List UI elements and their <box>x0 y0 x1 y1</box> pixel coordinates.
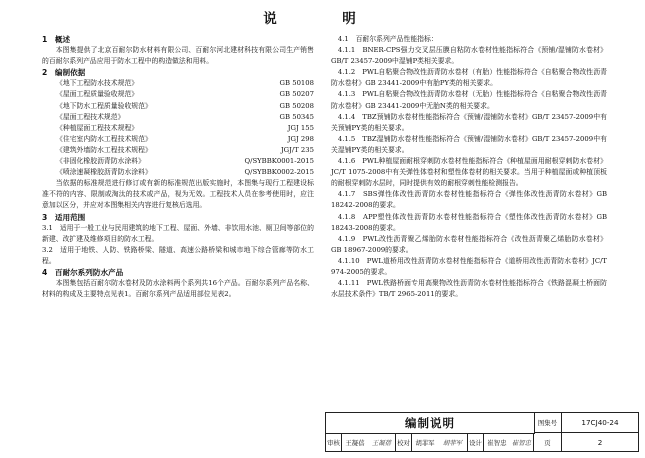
paragraph: 本图集提供了北京百耐尔防水材料有限公司、百耐尔河北建材科技有限公司生产销售的百耐尔系列产品应用于防水工程中的构造做法和用料。 <box>42 46 314 66</box>
list-item: 4.1.3 PWL自粘聚合物改性沥青防水卷材（无胎）性能指标符合《自粘聚合物改性沥青防水卷材》GB 23441-2009中无胎N类的相关要求。 <box>331 90 607 110</box>
list-item: 4.1.7 SBS弹性体改性沥青防水卷材性能指标符合《弹性体改性沥青防水卷材》GB 18242-2008的要求。 <box>331 190 607 210</box>
section-heading: 4 百耐尔系列防水产品 <box>42 267 124 277</box>
list-item: 4.1.9 PWL改性沥青聚乙烯胎防水卷材性能指标符合《改性沥青聚乙烯胎防水卷材》GB 18967-2009的要求。 <box>331 234 607 254</box>
standard-row: 《住宅室内防水工程技术规范》 JGJ 298 <box>56 134 314 143</box>
check-signature: 胡菲军 <box>438 433 468 451</box>
standard-row: 《地下防水工程质量验收规范》 GB 50208 <box>56 101 314 110</box>
standard-row: 《屋面工程质量验收规范》 GB 50207 <box>56 90 314 99</box>
design-signature: 崔智忠 <box>510 433 534 451</box>
page-label: 页 <box>534 433 562 451</box>
paragraph: 本图集包括百耐尔防水卷材及防水涂料两个系列共16个产品。百耐尔系列产品名称、材料的构成及主要特点见表1。百耐尔系列产品适用部位见表2。 <box>42 279 314 299</box>
list-item: 4.1.10 PWL道桥用改性沥青防水卷材性能指标符合《道桥用改性沥青防水卷材》JC/T 974-2005的要求。 <box>331 256 607 276</box>
standard-row: 《非固化橡胶沥青防水涂料》 Q/SYBBK0001-2015 <box>56 157 314 166</box>
title-block <box>325 412 639 452</box>
atlas-number: 17CJ40-24 <box>562 413 638 433</box>
standard-row: 《种植屋面工程技术规程》 JGJ 155 <box>56 123 314 132</box>
list-item: 4.1.5 TBZ湿铺防水卷材性能指标符合《预铺/湿铺防水卷材》GB/T 23457-2009中有关湿铺PY类的相关要求。 <box>331 134 607 154</box>
check-name: 胡菲军 <box>415 438 435 447</box>
section-heading: 1 概述 <box>42 35 71 44</box>
paragraph: 4.1 百耐尔系列产品性能指标： <box>337 35 438 43</box>
left-column <box>42 34 314 300</box>
standard-row: 《地下工程防水技术规范》 GB 50108 <box>56 79 314 88</box>
list-item: 4.1.8 APP塑性体改性沥青防水卷材性能指标符合《塑性体改性沥青防水卷材》GB 18243-2008的要求。 <box>331 212 607 232</box>
standard-row: 《喷涂速凝橡胶沥青防水涂料》 Q/SYBBK0002-2015 <box>56 168 314 177</box>
standards-list <box>42 78 314 178</box>
list-item: 4.1.6 PWL种植屋面耐根穿刺防水卷材性能指标符合《种植屋面用耐根穿刺防水卷材》JC/T 1075-2008中有关弹性体卷材和塑性体卷材的相关要求。当用于种植屋面或种植顶板的耐根穿刺防水层时，同时提供有效的耐根穿刺性能检测报告。 <box>331 157 607 188</box>
check-label: 校对 <box>396 433 412 451</box>
page-title: 说 明 <box>263 11 382 27</box>
design-name: 崔智忠 <box>487 438 507 447</box>
list-item: 4.1.1 BNER-CPS强力交叉层压膜自粘防水卷材性能指标符合《预铺/湿铺防水卷材》GB/T 23457-2009中湿铺P类相关要求。 <box>331 46 607 66</box>
list-item: 4.1.4 TBZ预铺防水卷材性能指标符合《预铺/湿铺防水卷材》GB/T 23457-2009中有关预铺PY类的相关要求。 <box>331 112 607 132</box>
paragraph: 3.2 适用于地铁、人防、铁路桥梁、隧道、高速公路桥梁和城市地下综合管廊等防水工程。 <box>42 245 314 265</box>
atlas-number-label: 图集号 <box>534 413 562 433</box>
right-column <box>331 34 607 300</box>
drawing-title: 编制说明 <box>326 413 535 434</box>
section-heading: 3 适用范围 <box>42 212 86 222</box>
design-label: 设计 <box>468 433 484 451</box>
paragraph: 当依据的标准规范进行修订或有新的标准规范出版实施时，本图集与现行工程建设标准不符的内容、限制或淘汰的技术或产品，视为无效。工程技术人员在参考使用时，应注意加以区分，并应对本图集相关内容进行复核后选用。 <box>42 179 314 210</box>
review-label: 审核 <box>326 433 342 451</box>
page-number: 2 <box>597 437 603 447</box>
standard-row: 《屋面工程技术规范》 GB 50345 <box>56 112 314 121</box>
standard-row: 《建筑外墙防水工程技术规程》 JGJ/T 235 <box>56 145 314 154</box>
section-heading: 2 编制依据 <box>42 68 86 78</box>
paragraph: 3.1 适用于一般工业与民用建筑的地下工程、屋面、外墙、非饮用水池、厕卫间等部位的新建、改扩建及维修项目的防水工程。 <box>42 223 314 243</box>
review-signature: 王凝蓓 <box>368 433 396 451</box>
list-item: 4.1.2 PWL自粘聚合物改性沥青防水卷材（有胎）性能指标符合《自粘聚合物改性沥青防水卷材》GB 23441-2009中有胎PY类的相关要求。 <box>331 68 607 88</box>
review-name: 王凝蓓 <box>345 438 365 447</box>
list-item: 4.1.11 PWL铁路桥面专用高聚物改性沥青防水卷材性能指标符合《铁路混凝土桥面防水层技术条件》TB/T 2965-2011的要求。 <box>331 279 607 299</box>
